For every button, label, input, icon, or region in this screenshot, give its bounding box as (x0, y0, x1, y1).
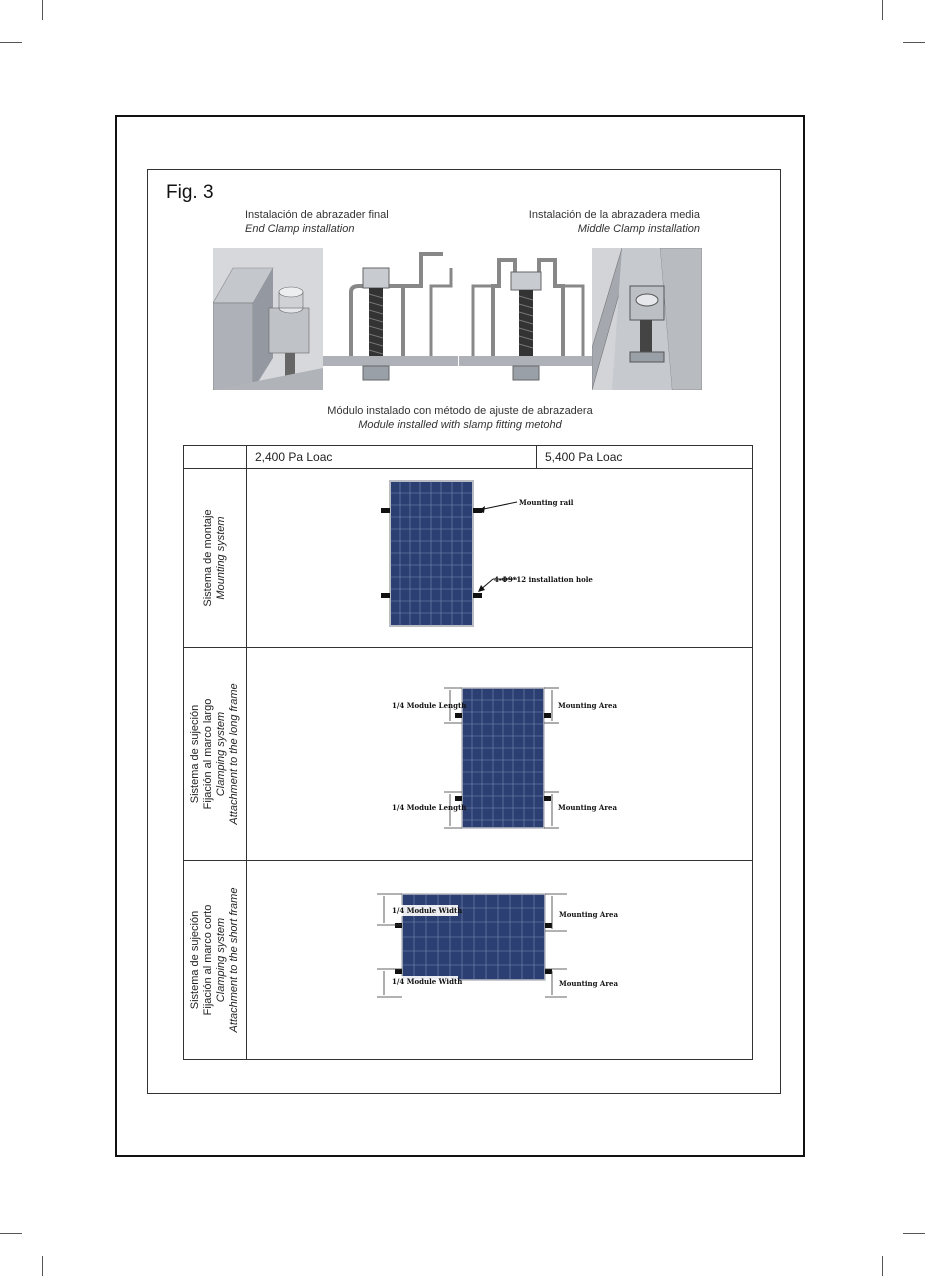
end-clamp-caption-en: End Clamp installation (245, 223, 355, 235)
table-header-blank (184, 446, 247, 469)
crop-mark (882, 1256, 883, 1276)
annotation-quarter-width-top: 1/4 Module Width (392, 906, 463, 915)
module-installed-caption-es: Módulo instalado con método de ajuste de abrazadera (327, 405, 593, 417)
crop-mark (0, 1233, 22, 1234)
row-label-es: Fijación al marco corto (202, 904, 214, 1016)
annotation-quarter-length-top: 1/4 Module Length (392, 701, 467, 710)
row-label-en: Attachment to the short frame (228, 887, 240, 1033)
row-label-en: Mounting system (215, 516, 227, 600)
crop-mark (42, 1256, 43, 1276)
long-frame-clamp-diagram (247, 648, 753, 861)
annotation-mounting-area-bottom: Mounting Area (558, 803, 618, 812)
row-label-en: Clamping system (215, 917, 227, 1003)
crop-mark (0, 42, 22, 43)
table-row (184, 861, 753, 1060)
middle-clamp-caption-en: Middle Clamp installation (577, 223, 700, 235)
end-clamp-caption (245, 208, 389, 236)
header-5400-pa: 5,400 Pa Loac (537, 446, 753, 469)
row-label-short-frame (184, 861, 247, 1060)
table-row (184, 469, 753, 648)
crop-mark (882, 0, 883, 20)
mounting-system-diagram (247, 469, 753, 648)
load-table (183, 445, 753, 1060)
annotation-mounting-area-top: Mounting Area (558, 701, 618, 710)
module-installed-caption-en: Module installed with slamp fitting metohd (358, 419, 562, 431)
short-frame-clamp-diagram (247, 861, 753, 1060)
header-2400-pa: 2,400 Pa Loac (247, 446, 537, 469)
row-label-en: Clamping system (215, 711, 227, 797)
row-label-es: Sistema de sujeción (189, 910, 201, 1010)
middle-clamp-section-image (459, 248, 592, 390)
row-label-es: Sistema de sujeción (189, 704, 201, 804)
end-clamp-caption-es: Instalación de abrazader final (245, 209, 389, 221)
annotation-quarter-width-bottom: 1/4 Module Width (392, 977, 463, 986)
table-header-row (184, 446, 753, 469)
module-installed-caption (240, 404, 680, 432)
middle-clamp-caption (480, 208, 700, 236)
middle-clamp-caption-es: Instalación de la abrazadera media (528, 209, 700, 221)
table-row (184, 648, 753, 861)
row-label-es: Sistema de montaje (202, 509, 214, 607)
end-clamp-section-image (323, 248, 458, 390)
annotation-mounting-area-top: Mounting Area (559, 910, 619, 919)
crop-mark (903, 42, 925, 43)
annotation-mounting-rail: Mounting rail (519, 498, 574, 507)
row-label-mounting-system (184, 469, 247, 648)
row-label-long-frame (184, 648, 247, 861)
annotation-quarter-length-bottom: 1/4 Module Length (392, 803, 467, 812)
row-label-en: Attachment to the long frame (228, 683, 240, 825)
crop-mark (42, 0, 43, 20)
annotation-mounting-area-bottom: Mounting Area (559, 979, 619, 988)
end-clamp-3d-image (213, 248, 323, 390)
middle-clamp-3d-image (592, 248, 702, 390)
crop-mark (903, 1233, 925, 1234)
row-label-es: Fijación al marco largo (202, 698, 214, 810)
figure-label: Fig. 3 (166, 182, 214, 203)
annotation-installation-hole: 4-Φ9*12 installation hole (494, 575, 593, 584)
